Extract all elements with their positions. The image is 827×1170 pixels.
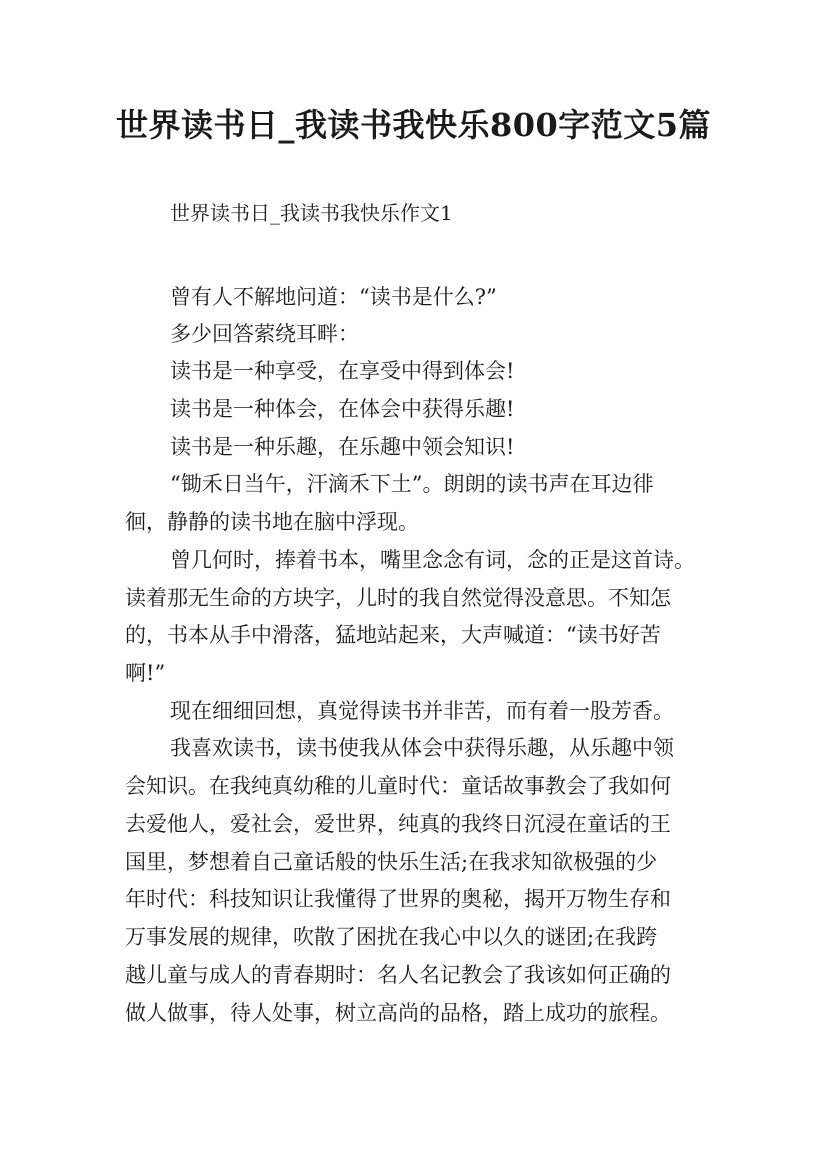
paragraph-line: 的，书本从手中滑落，猛地站起来，大声喊道：“读书好苦 (125, 623, 661, 647)
paragraph-line: 啊!” (125, 661, 166, 685)
paragraph-line: 读书是一种享受，在享受中得到体会! (170, 359, 515, 383)
paragraph-line: “锄禾日当午，汗滴禾下土”。朗朗的读书声在耳边徘 (170, 472, 654, 496)
paragraph-line: 越儿童与成人的青春期时：名人名记教会了我该如何正确的 (125, 963, 671, 987)
document-title: 世界读书日_我读书我快乐800字范文5篇 (115, 106, 712, 144)
paragraph-line: 去爱他人，爱社会，爱世界，纯真的我终日沉浸在童话的王 (125, 812, 671, 836)
paragraph-line: 读书是一种乐趣，在乐趣中领会知识! (170, 435, 515, 459)
paragraph-line: 做人做事，待人处事，树立高尚的品格，踏上成功的旅程。 (125, 1001, 671, 1025)
paragraph-line: 现在细细回想，真觉得读书并非苦，而有着一股芳香。 (170, 699, 674, 723)
paragraph-line: 曾有人不解地问道：“读书是什么?” (170, 285, 497, 309)
essay-subtitle: 世界读书日_我读书我快乐作文1 (170, 201, 453, 225)
paragraph-line: 多少回答萦绕耳畔： (170, 322, 359, 346)
paragraph-line: 读着那无生命的方块字，儿时的我自然觉得没意思。不知怎 (125, 586, 671, 610)
paragraph-line: 我喜欢读书，读书使我从体会中获得乐趣，从乐趣中领 (170, 736, 674, 760)
paragraph-line: 国里，梦想着自己童话般的快乐生活;在我求知欲极强的少 (125, 850, 658, 874)
paragraph-line: 会知识。在我纯真幼稚的儿童时代：童话故事教会了我如何 (125, 774, 671, 798)
paragraph-line: 年时代：科技知识让我懂得了世界的奥秘，揭开万物生存和 (125, 887, 671, 911)
paragraph-line: 曾几何时，捧着书本，嘴里念念有词，念的正是这首诗。 (170, 548, 695, 572)
paragraph-line: 徊，静静的读书地在脑中浮现。 (125, 510, 419, 534)
paragraph-line: 读书是一种体会，在体会中获得乐趣! (170, 397, 515, 421)
paragraph-line: 万事发展的规律，吹散了困扰在我心中以久的谜团;在我跨 (125, 925, 658, 949)
